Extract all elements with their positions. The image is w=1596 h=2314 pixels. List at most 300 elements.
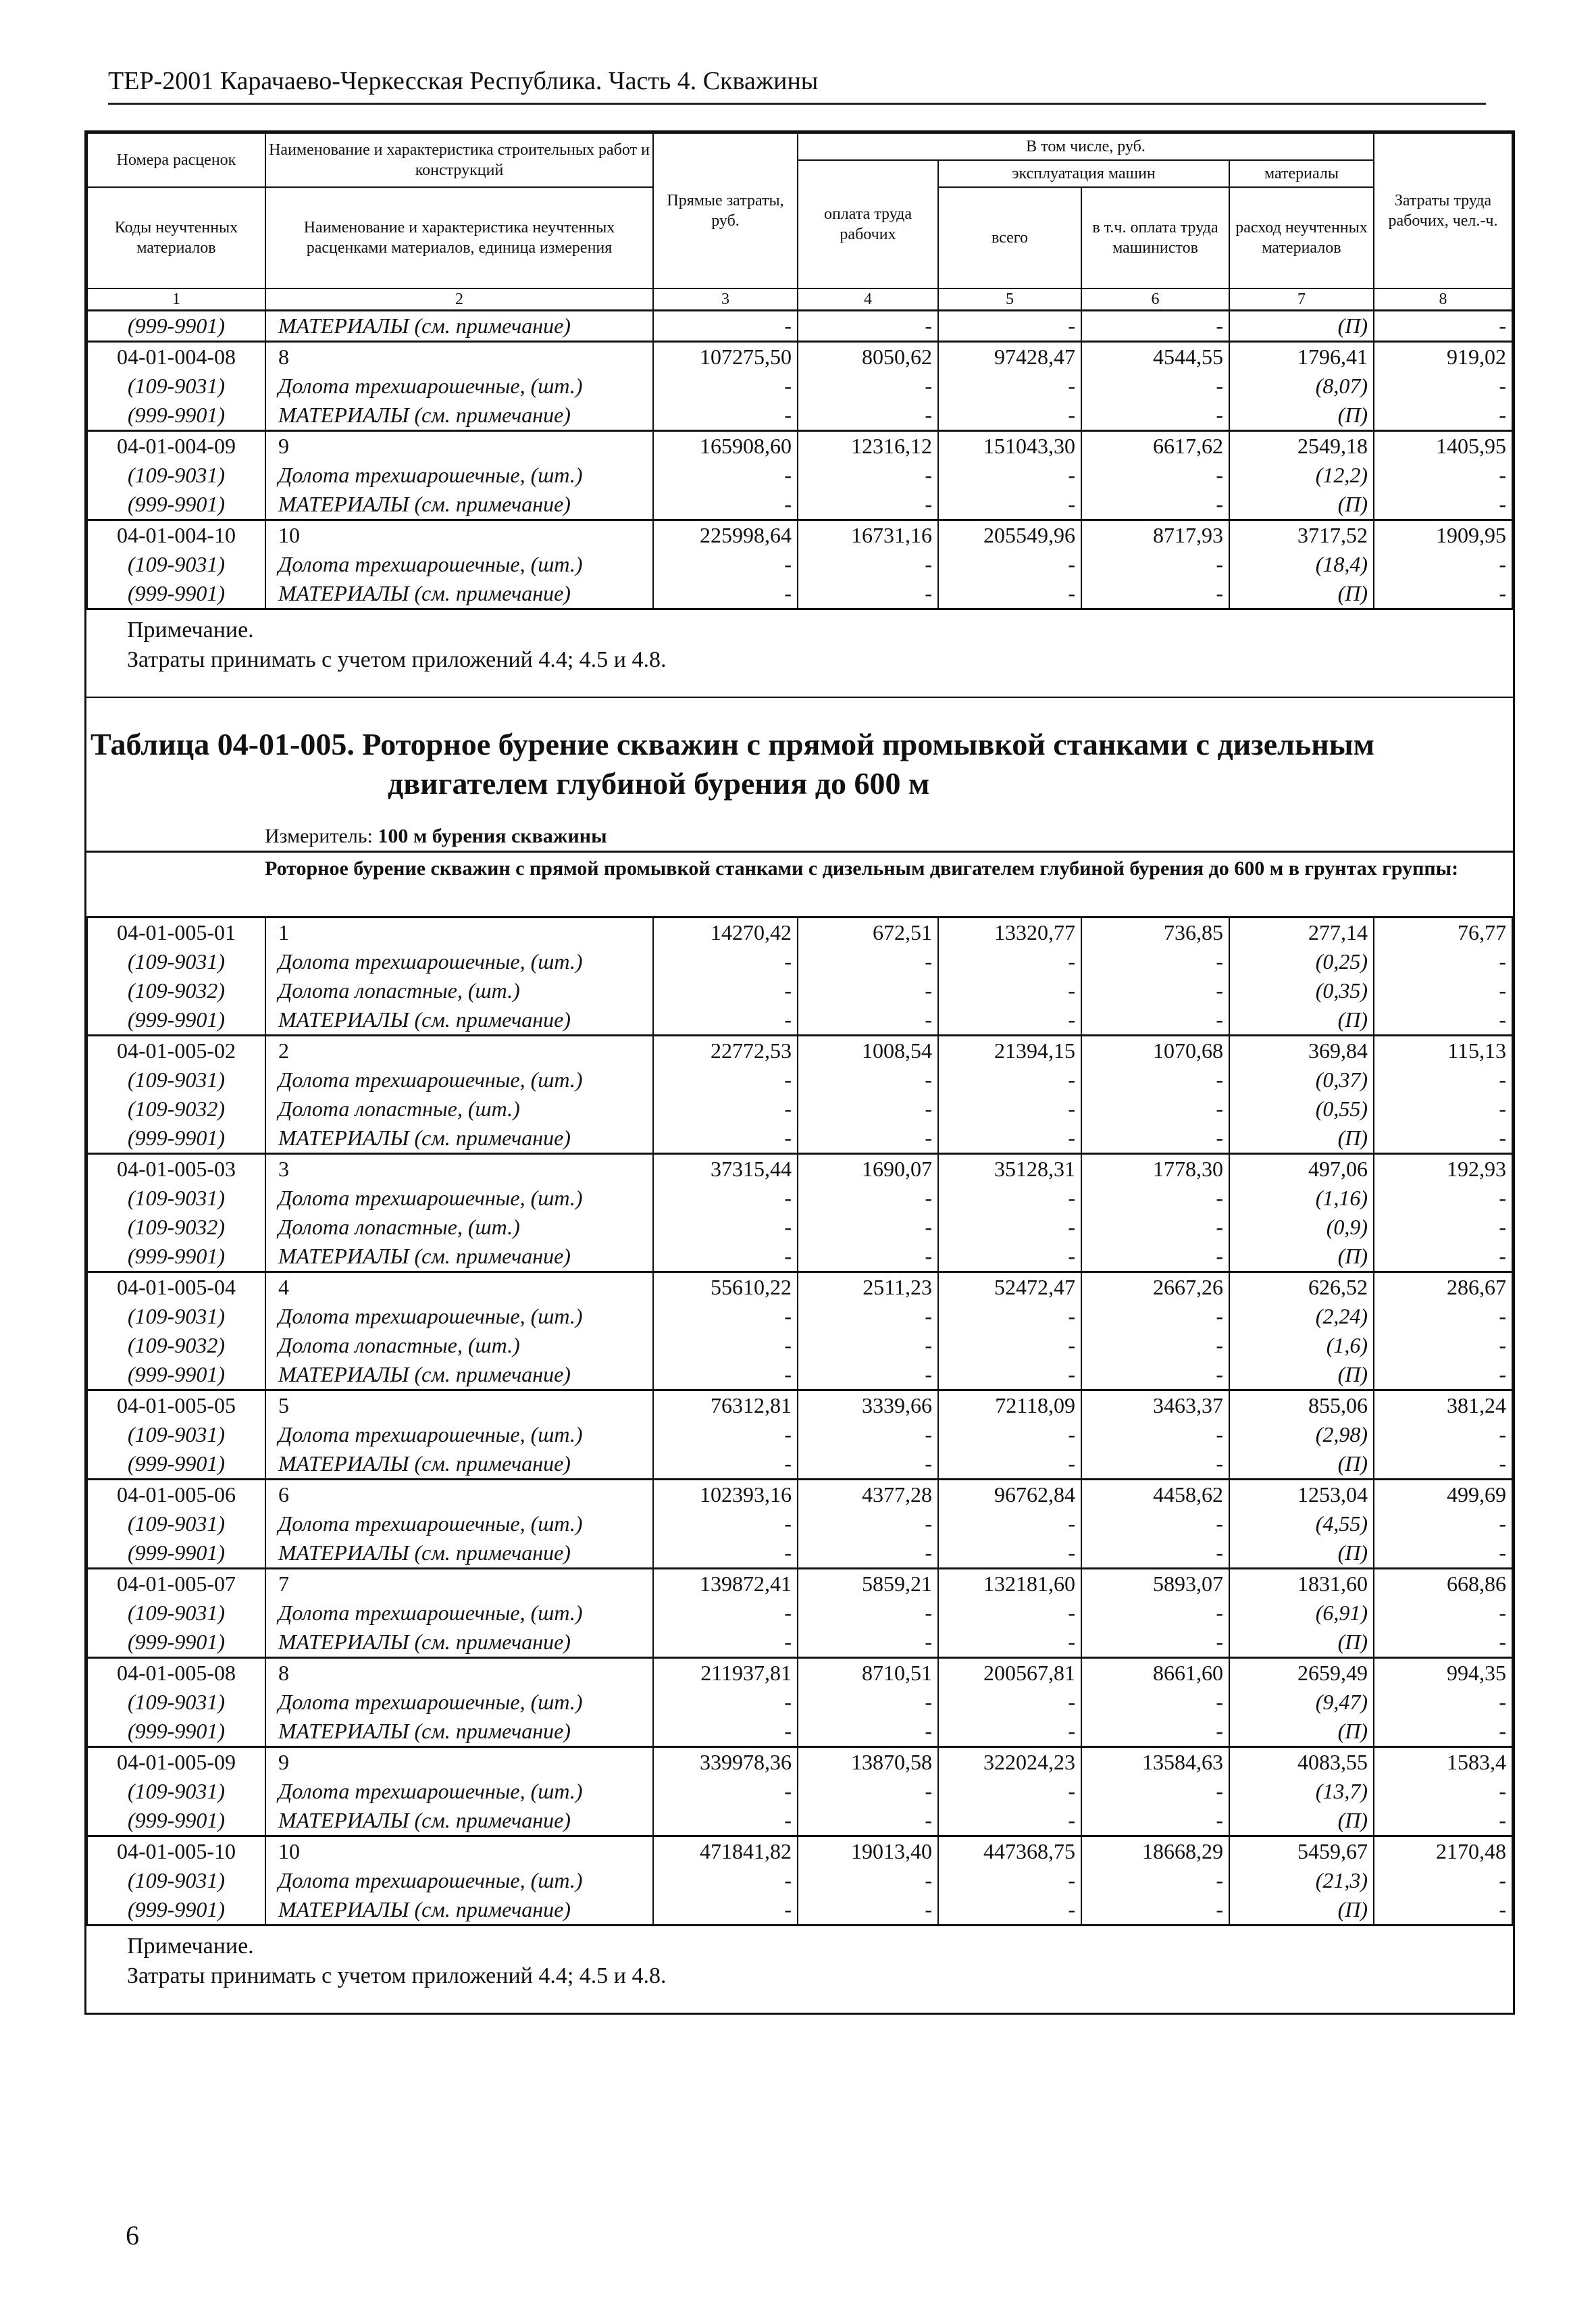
machines-total-cell: 200567,81 <box>938 1658 1081 1688</box>
machines-total-cell: - <box>938 1806 1081 1836</box>
direct-costs-cell: - <box>653 1688 798 1717</box>
labor-costs-cell: - <box>1374 1895 1512 1924</box>
machines-total-cell: - <box>938 1717 1081 1747</box>
rate-code-cell: (999-9901) <box>87 1449 265 1480</box>
material-row <box>87 1095 1512 1124</box>
machines-total-cell: - <box>938 1509 1081 1538</box>
materials-cell: (П) <box>1229 579 1374 608</box>
direct-costs-cell: - <box>653 1302 798 1331</box>
machines-total-cell: - <box>938 372 1081 401</box>
machines-total-cell: - <box>938 1242 1081 1272</box>
machines-total-cell: - <box>938 490 1081 520</box>
materials-cell: (0,35) <box>1229 976 1374 1005</box>
machinists-pay-cell: - <box>1081 461 1229 490</box>
direct-costs-cell: - <box>653 401 798 431</box>
header-material-codes: Коды неучтенных материалов <box>87 187 265 288</box>
workers-pay-cell: - <box>798 490 938 520</box>
direct-costs-cell: - <box>653 1242 798 1272</box>
direct-costs-cell: 22772,53 <box>653 1036 798 1066</box>
direct-costs-cell: - <box>653 1509 798 1538</box>
machines-total-cell: - <box>938 1095 1081 1124</box>
material-row <box>87 1420 1512 1449</box>
workers-pay-cell: - <box>798 1184 938 1213</box>
material-row <box>87 976 1512 1005</box>
workers-pay-cell: - <box>798 1242 938 1272</box>
work-name-cell: Долота трехшарошечные, (шт.) <box>265 1509 653 1538</box>
machines-total-cell: - <box>938 461 1081 490</box>
material-row <box>87 461 1512 490</box>
materials-cell: (6,91) <box>1229 1599 1374 1628</box>
direct-costs-cell: 339978,36 <box>653 1747 798 1778</box>
material-row <box>87 1688 1512 1717</box>
work-name-cell: 8 <box>265 342 653 372</box>
direct-costs-cell: - <box>653 461 798 490</box>
rate-code-cell: 04-01-005-08 <box>87 1658 265 1688</box>
machinists-pay-cell: 8717,93 <box>1081 520 1229 551</box>
work-name-cell: 2 <box>265 1036 653 1066</box>
machinists-pay-cell: 3463,37 <box>1081 1390 1229 1421</box>
machines-total-cell: - <box>938 947 1081 976</box>
materials-cell: 2659,49 <box>1229 1658 1374 1688</box>
rate-code-cell: 04-01-005-03 <box>87 1154 265 1184</box>
labor-costs-cell: - <box>1374 1449 1512 1480</box>
machinists-pay-cell: - <box>1081 1509 1229 1538</box>
work-name-cell: Долота трехшарошечные, (шт.) <box>265 1184 653 1213</box>
materials-cell: 1831,60 <box>1229 1569 1374 1599</box>
material-row <box>87 1124 1512 1154</box>
machinists-pay-cell: - <box>1081 1538 1229 1569</box>
machinists-pay-cell: - <box>1081 550 1229 579</box>
table-title-line-2: двигателем глубиной бурения до 600 м <box>388 766 930 801</box>
rate-code-cell: 04-01-004-09 <box>87 431 265 461</box>
materials-cell: (18,4) <box>1229 550 1374 579</box>
work-name-cell: МАТЕРИАЛЫ (см. примечание) <box>265 1449 653 1480</box>
header-including: В том числе, руб. <box>798 133 1374 160</box>
materials-cell: (П) <box>1229 1360 1374 1390</box>
materials-cell: (0,9) <box>1229 1213 1374 1242</box>
work-name-cell: Долота лопастные, (шт.) <box>265 1213 653 1242</box>
materials-cell: (0,37) <box>1229 1065 1374 1095</box>
workers-pay-cell: 12316,12 <box>798 431 938 461</box>
work-name-cell: МАТЕРИАЛЫ (см. примечание) <box>265 1360 653 1390</box>
direct-costs-cell: - <box>653 1628 798 1658</box>
work-name-cell: МАТЕРИАЛЫ (см. примечание) <box>265 1895 653 1924</box>
unit-of-measure <box>265 825 607 848</box>
direct-costs-cell: - <box>653 579 798 608</box>
work-name-cell: Долота трехшарошечные, (шт.) <box>265 1599 653 1628</box>
machinists-pay-cell: 736,85 <box>1081 917 1229 948</box>
materials-cell: (9,47) <box>1229 1688 1374 1717</box>
direct-costs-cell: 102393,16 <box>653 1480 798 1510</box>
workers-pay-cell: 2511,23 <box>798 1272 938 1303</box>
work-name-cell: Долота трехшарошечные, (шт.) <box>265 1420 653 1449</box>
rate-code-cell: (999-9901) <box>87 1538 265 1569</box>
rate-code-cell: (999-9901) <box>87 1895 265 1924</box>
rate-code-cell: (999-9901) <box>87 490 265 520</box>
work-name-cell: МАТЕРИАЛЫ (см. примечание) <box>265 579 653 608</box>
labor-costs-cell: - <box>1374 1242 1512 1272</box>
machinists-pay-cell: - <box>1081 372 1229 401</box>
machines-total-cell: - <box>938 1420 1081 1449</box>
work-name-cell: МАТЕРИАЛЫ (см. примечание) <box>265 1717 653 1747</box>
rate-code-cell: 04-01-005-09 <box>87 1747 265 1778</box>
work-name-cell: Долота трехшарошечные, (шт.) <box>265 461 653 490</box>
column-number: 8 <box>1374 288 1512 311</box>
machines-total-cell: 151043,30 <box>938 431 1081 461</box>
rate-code-cell: (109-9032) <box>87 1095 265 1124</box>
work-name-cell: МАТЕРИАЛЫ (см. примечание) <box>265 1538 653 1569</box>
table-body <box>87 311 1512 609</box>
materials-cell: 369,84 <box>1229 1036 1374 1066</box>
workers-pay-cell: - <box>798 1360 938 1390</box>
direct-costs-cell: - <box>653 1866 798 1895</box>
machinists-pay-cell: 18668,29 <box>1081 1836 1229 1867</box>
header-materials-use: расход неучтенных материалов <box>1229 187 1374 288</box>
machinists-pay-cell: - <box>1081 1184 1229 1213</box>
direct-costs-cell: 139872,41 <box>653 1569 798 1599</box>
column-number: 2 <box>265 288 653 311</box>
machinists-pay-cell: - <box>1081 1628 1229 1658</box>
labor-costs-cell: - <box>1374 1717 1512 1747</box>
work-name-cell: Долота трехшарошечные, (шт.) <box>265 372 653 401</box>
materials-cell: (1,16) <box>1229 1184 1374 1213</box>
header-machines-total: всего <box>938 187 1081 288</box>
machines-total-cell: 205549,96 <box>938 520 1081 551</box>
machinists-pay-cell: - <box>1081 1895 1229 1924</box>
rate-code-cell: (999-9901) <box>87 1360 265 1390</box>
work-name-cell: МАТЕРИАЛЫ (см. примечание) <box>265 311 653 342</box>
direct-costs-cell: - <box>653 1806 798 1836</box>
work-name-cell: 9 <box>265 431 653 461</box>
workers-pay-cell: - <box>798 1509 938 1538</box>
workers-pay-cell: - <box>798 1538 938 1569</box>
header-machinists-pay: в т.ч. оплата труда машинистов <box>1081 187 1229 288</box>
header-rule <box>108 103 1486 105</box>
direct-costs-cell: 55610,22 <box>653 1272 798 1303</box>
machines-total-cell: - <box>938 1360 1081 1390</box>
machines-total-cell: 35128,31 <box>938 1154 1081 1184</box>
direct-costs-cell: - <box>653 1599 798 1628</box>
note-text: Затраты принимать с учетом приложений 4.4; 4.5 и 4.8. <box>127 647 667 672</box>
labor-costs-cell: - <box>1374 1599 1512 1628</box>
workers-pay-cell: - <box>798 1331 938 1360</box>
workers-pay-cell: - <box>798 1124 938 1154</box>
column-number: 3 <box>653 288 798 311</box>
machinists-pay-cell: - <box>1081 1242 1229 1272</box>
materials-cell: (П) <box>1229 401 1374 431</box>
header-material-names: Наименование и характеристика неучтенных расценками материалов, единица измерения <box>265 187 653 288</box>
rate-code-cell: (109-9032) <box>87 1331 265 1360</box>
machines-total-cell: - <box>938 311 1081 342</box>
work-name-cell: МАТЕРИАЛЫ (см. примечание) <box>265 1242 653 1272</box>
rate-code-cell: (109-9031) <box>87 550 265 579</box>
work-name-cell: Долота лопастные, (шт.) <box>265 1095 653 1124</box>
material-row <box>87 947 1512 976</box>
work-name-cell: Долота трехшарошечные, (шт.) <box>265 1065 653 1095</box>
work-name-cell: Долота лопастные, (шт.) <box>265 976 653 1005</box>
materials-cell: (8,07) <box>1229 372 1374 401</box>
direct-costs-cell: 225998,64 <box>653 520 798 551</box>
work-name-cell: 8 <box>265 1658 653 1688</box>
machinists-pay-cell: - <box>1081 1095 1229 1124</box>
rate-row <box>87 431 1512 461</box>
rate-row <box>87 1836 1512 1867</box>
material-row <box>87 1360 1512 1390</box>
column-number: 6 <box>1081 288 1229 311</box>
machinists-pay-cell: - <box>1081 1005 1229 1036</box>
material-row <box>87 1628 1512 1658</box>
labor-costs-cell: - <box>1374 1065 1512 1095</box>
workers-pay-cell: - <box>798 401 938 431</box>
materials-cell: (2,98) <box>1229 1420 1374 1449</box>
material-row <box>87 1065 1512 1095</box>
direct-costs-cell: - <box>653 1065 798 1095</box>
labor-costs-cell: - <box>1374 1124 1512 1154</box>
workers-pay-cell: - <box>798 947 938 976</box>
header-machines: эксплуатация машин <box>938 160 1229 187</box>
labor-costs-cell: 994,35 <box>1374 1658 1512 1688</box>
direct-costs-cell: 107275,50 <box>653 342 798 372</box>
material-row <box>87 490 1512 520</box>
materials-cell: (2,24) <box>1229 1302 1374 1331</box>
machines-total-cell: 322024,23 <box>938 1747 1081 1778</box>
machinists-pay-cell: - <box>1081 1213 1229 1242</box>
machines-total-cell: - <box>938 1213 1081 1242</box>
rate-row <box>87 1154 1512 1184</box>
workers-pay-cell: - <box>798 1065 938 1095</box>
machinists-pay-cell: - <box>1081 1599 1229 1628</box>
work-name-cell: 3 <box>265 1154 653 1184</box>
machines-total-cell: 447368,75 <box>938 1836 1081 1867</box>
materials-cell: (0,55) <box>1229 1095 1374 1124</box>
direct-costs-cell: - <box>653 1184 798 1213</box>
rate-code-cell: 04-01-005-02 <box>87 1036 265 1066</box>
rate-code-cell: (109-9031) <box>87 1420 265 1449</box>
materials-cell: 4083,55 <box>1229 1747 1374 1778</box>
labor-costs-cell: 1583,4 <box>1374 1747 1512 1778</box>
direct-costs-cell: - <box>653 1449 798 1480</box>
header-materials: материалы <box>1229 160 1374 187</box>
group-heading: Роторное бурение скважин с прямой промывкой станками с дизельным двигателем глубиной бурения до 600 м в грунтах группы: <box>86 851 1513 916</box>
rate-row <box>87 342 1512 372</box>
rate-row <box>87 1569 1512 1599</box>
work-name-cell: МАТЕРИАЛЫ (см. примечание) <box>265 490 653 520</box>
table-title <box>91 725 1513 803</box>
workers-pay-cell: - <box>798 579 938 608</box>
workers-pay-cell: - <box>798 1599 938 1628</box>
rate-code-cell: (109-9032) <box>87 1213 265 1242</box>
material-row <box>87 1895 1512 1924</box>
labor-costs-cell: 1405,95 <box>1374 431 1512 461</box>
workers-pay-cell: 19013,40 <box>798 1836 938 1867</box>
work-name-cell: 5 <box>265 1390 653 1421</box>
machinists-pay-cell: - <box>1081 1302 1229 1331</box>
work-name-cell: 1 <box>265 917 653 948</box>
workers-pay-cell: - <box>798 372 938 401</box>
direct-costs-cell: - <box>653 1777 798 1806</box>
machines-total-cell: - <box>938 1777 1081 1806</box>
rates-document <box>84 130 1515 2015</box>
material-row <box>87 1509 1512 1538</box>
materials-cell: (П) <box>1229 1628 1374 1658</box>
workers-pay-cell: 1008,54 <box>798 1036 938 1066</box>
header-direct-costs: Прямые затраты, руб. <box>653 133 798 288</box>
note-1 <box>86 608 1513 697</box>
direct-costs-cell: - <box>653 1360 798 1390</box>
unit-label: Измеритель: <box>265 825 373 847</box>
direct-costs-cell: 76312,81 <box>653 1390 798 1421</box>
workers-pay-cell: - <box>798 1688 938 1717</box>
column-number: 4 <box>798 288 938 311</box>
rate-code-cell: (999-9901) <box>87 1806 265 1836</box>
workers-pay-cell: - <box>798 1213 938 1242</box>
rate-row <box>87 1658 1512 1688</box>
machinists-pay-cell: - <box>1081 1124 1229 1154</box>
material-row <box>87 579 1512 608</box>
labor-costs-cell: 76,77 <box>1374 917 1512 948</box>
rate-code-cell: (109-9031) <box>87 1599 265 1628</box>
work-name-cell: МАТЕРИАЛЫ (см. примечание) <box>265 1628 653 1658</box>
workers-pay-cell: 8050,62 <box>798 342 938 372</box>
rate-code-cell: 04-01-005-10 <box>87 1836 265 1867</box>
workers-pay-cell: - <box>798 1302 938 1331</box>
direct-costs-cell: - <box>653 947 798 976</box>
machines-total-cell: - <box>938 550 1081 579</box>
labor-costs-cell: 919,02 <box>1374 342 1512 372</box>
workers-pay-cell: 5859,21 <box>798 1569 938 1599</box>
work-name-cell: 10 <box>265 1836 653 1867</box>
materials-cell: (П) <box>1229 1242 1374 1272</box>
machines-total-cell: - <box>938 1005 1081 1036</box>
labor-costs-cell: 286,67 <box>1374 1272 1512 1303</box>
direct-costs-cell: - <box>653 1095 798 1124</box>
machinists-pay-cell: - <box>1081 579 1229 608</box>
direct-costs-cell: - <box>653 1420 798 1449</box>
direct-costs-cell: - <box>653 1331 798 1360</box>
materials-cell: 277,14 <box>1229 917 1374 948</box>
labor-costs-cell: 192,93 <box>1374 1154 1512 1184</box>
machinists-pay-cell: 1070,68 <box>1081 1036 1229 1066</box>
work-name-cell: Долота трехшарошечные, (шт.) <box>265 1302 653 1331</box>
workers-pay-cell: - <box>798 1717 938 1747</box>
machinists-pay-cell: - <box>1081 1420 1229 1449</box>
rate-code-cell: (109-9031) <box>87 1302 265 1331</box>
machines-total-cell: 97428,47 <box>938 342 1081 372</box>
rate-code-cell: (109-9031) <box>87 461 265 490</box>
workers-pay-cell: 13870,58 <box>798 1747 938 1778</box>
rate-code-cell: (109-9031) <box>87 1065 265 1095</box>
labor-costs-cell: - <box>1374 1509 1512 1538</box>
labor-costs-cell: - <box>1374 1005 1512 1036</box>
material-row <box>87 1777 1512 1806</box>
table-04-01-005 <box>86 916 1513 1924</box>
labor-costs-cell: - <box>1374 1420 1512 1449</box>
direct-costs-cell: - <box>653 311 798 342</box>
rate-code-cell: (109-9031) <box>87 1184 265 1213</box>
rate-row <box>87 917 1512 948</box>
materials-cell: (П) <box>1229 1538 1374 1569</box>
rate-code-cell: (999-9901) <box>87 1628 265 1658</box>
materials-cell: 5459,67 <box>1229 1836 1374 1867</box>
rate-code-cell: (999-9901) <box>87 401 265 431</box>
direct-costs-cell: - <box>653 976 798 1005</box>
column-number: 5 <box>938 288 1081 311</box>
machinists-pay-cell: 4458,62 <box>1081 1480 1229 1510</box>
materials-cell: (П) <box>1229 1449 1374 1480</box>
header-workers-pay: оплата труда рабочих <box>798 160 938 288</box>
materials-cell: 855,06 <box>1229 1390 1374 1421</box>
machines-total-cell: 13320,77 <box>938 917 1081 948</box>
materials-cell: (13,7) <box>1229 1777 1374 1806</box>
workers-pay-cell: - <box>798 461 938 490</box>
machinists-pay-cell: - <box>1081 1065 1229 1095</box>
direct-costs-cell: 165908,60 <box>653 431 798 461</box>
material-row <box>87 1538 1512 1569</box>
machinists-pay-cell: 5893,07 <box>1081 1569 1229 1599</box>
direct-costs-cell: 471841,82 <box>653 1836 798 1867</box>
table-04-01-004 <box>86 132 1513 608</box>
table-body <box>87 917 1512 1925</box>
workers-pay-cell: - <box>798 311 938 342</box>
note-2 <box>86 1924 1513 2013</box>
note-text: Затраты принимать с учетом приложений 4.4; 4.5 и 4.8. <box>127 1963 667 1988</box>
machines-total-cell: 132181,60 <box>938 1569 1081 1599</box>
work-name-cell: МАТЕРИАЛЫ (см. примечание) <box>265 401 653 431</box>
machinists-pay-cell: 6617,62 <box>1081 431 1229 461</box>
work-name-cell: Долота лопастные, (шт.) <box>265 1331 653 1360</box>
machines-total-cell: - <box>938 1124 1081 1154</box>
labor-costs-cell: - <box>1374 401 1512 431</box>
materials-cell: 497,06 <box>1229 1154 1374 1184</box>
header-rate-numbers: Номера расценок <box>87 133 265 187</box>
work-name-cell: МАТЕРИАЛЫ (см. примечание) <box>265 1806 653 1836</box>
rate-code-cell: 04-01-005-07 <box>87 1569 265 1599</box>
direct-costs-cell: - <box>653 1538 798 1569</box>
rate-code-cell: 04-01-005-06 <box>87 1480 265 1510</box>
labor-costs-cell: - <box>1374 1628 1512 1658</box>
machines-total-cell: 72118,09 <box>938 1390 1081 1421</box>
machines-total-cell: 21394,15 <box>938 1036 1081 1066</box>
rate-row <box>87 1036 1512 1066</box>
workers-pay-cell: 8710,51 <box>798 1658 938 1688</box>
page-number: 6 <box>126 2220 139 2250</box>
workers-pay-cell: - <box>798 976 938 1005</box>
workers-pay-cell: - <box>798 1628 938 1658</box>
work-name-cell: 9 <box>265 1747 653 1778</box>
rate-code-cell: (999-9901) <box>87 1124 265 1154</box>
machines-total-cell: - <box>938 1688 1081 1717</box>
rate-code-cell: (999-9901) <box>87 1005 265 1036</box>
rate-code-cell: (999-9901) <box>87 1242 265 1272</box>
column-number: 1 <box>87 288 265 311</box>
machines-total-cell: - <box>938 401 1081 431</box>
workers-pay-cell: 4377,28 <box>798 1480 938 1510</box>
direct-costs-cell: - <box>653 1717 798 1747</box>
material-row <box>87 311 1512 342</box>
material-row <box>87 1005 1512 1036</box>
work-name-cell: Долота трехшарошечные, (шт.) <box>265 1866 653 1895</box>
labor-costs-cell: - <box>1374 1331 1512 1360</box>
machinists-pay-cell: - <box>1081 1331 1229 1360</box>
work-name-cell: МАТЕРИАЛЫ (см. примечание) <box>265 1124 653 1154</box>
work-name-cell: Долота трехшарошечные, (шт.) <box>265 1777 653 1806</box>
materials-cell: (П) <box>1229 1806 1374 1836</box>
machines-total-cell: - <box>938 976 1081 1005</box>
work-name-cell: Долота трехшарошечные, (шт.) <box>265 1688 653 1717</box>
materials-cell: (П) <box>1229 1717 1374 1747</box>
rate-code-cell: (999-9901) <box>87 579 265 608</box>
work-name-cell: МАТЕРИАЛЫ (см. примечание) <box>265 1005 653 1036</box>
